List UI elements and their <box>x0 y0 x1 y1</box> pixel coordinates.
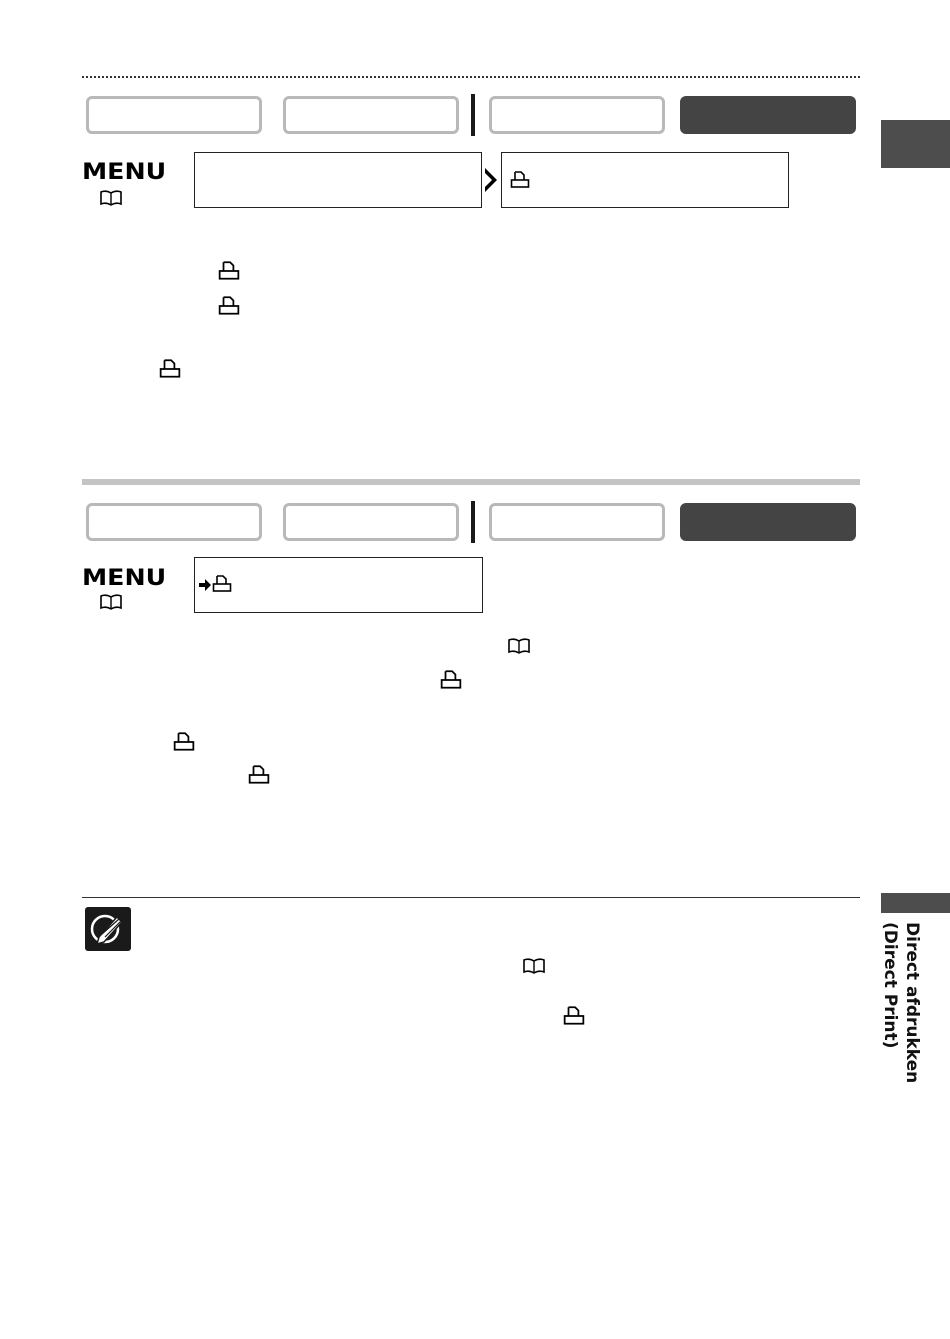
print-icon <box>440 669 462 691</box>
print-icon <box>563 1005 585 1027</box>
menu-label: MENU <box>82 566 167 591</box>
mode-button-1[interactable] <box>86 96 262 134</box>
book-icon <box>99 594 123 610</box>
top-dotted-rule <box>82 76 860 78</box>
menu-path-box-3 <box>194 557 483 613</box>
chapter-side-tab <box>881 120 950 168</box>
mode-button-2[interactable] <box>283 96 459 134</box>
menu-path-box-2 <box>501 152 789 208</box>
print-icon <box>248 764 270 786</box>
mode-button-1[interactable] <box>86 503 262 541</box>
mode-button-2[interactable] <box>283 503 459 541</box>
chapter-label <box>876 922 926 1082</box>
menu-label: MENU <box>82 160 167 185</box>
book-icon <box>507 638 531 654</box>
mode-button-3[interactable] <box>489 96 665 134</box>
mode-separator <box>471 501 475 543</box>
mode-separator <box>471 94 475 136</box>
mode-button-3[interactable] <box>489 503 665 541</box>
note-pencil-icon <box>85 907 131 951</box>
note-divider <box>82 897 860 898</box>
book-icon <box>99 190 123 206</box>
mode-button-active[interactable] <box>680 96 856 134</box>
print-icon <box>212 574 232 594</box>
print-icon <box>510 170 530 190</box>
book-icon <box>522 958 546 974</box>
print-icon <box>218 260 240 282</box>
chapter-label-line2: (Direct Print) <box>880 922 900 1049</box>
print-icon <box>218 295 240 317</box>
chapter-label-line1: Direct afdrukken <box>902 922 922 1084</box>
menu-path-box-1 <box>194 152 482 208</box>
section-divider <box>82 479 860 485</box>
chevron-right-icon <box>484 167 498 193</box>
mode-button-active[interactable] <box>680 503 856 541</box>
print-icon <box>159 358 181 380</box>
arrow-right-icon <box>199 579 211 591</box>
print-icon <box>173 731 195 753</box>
chapter-side-tab <box>881 893 950 913</box>
